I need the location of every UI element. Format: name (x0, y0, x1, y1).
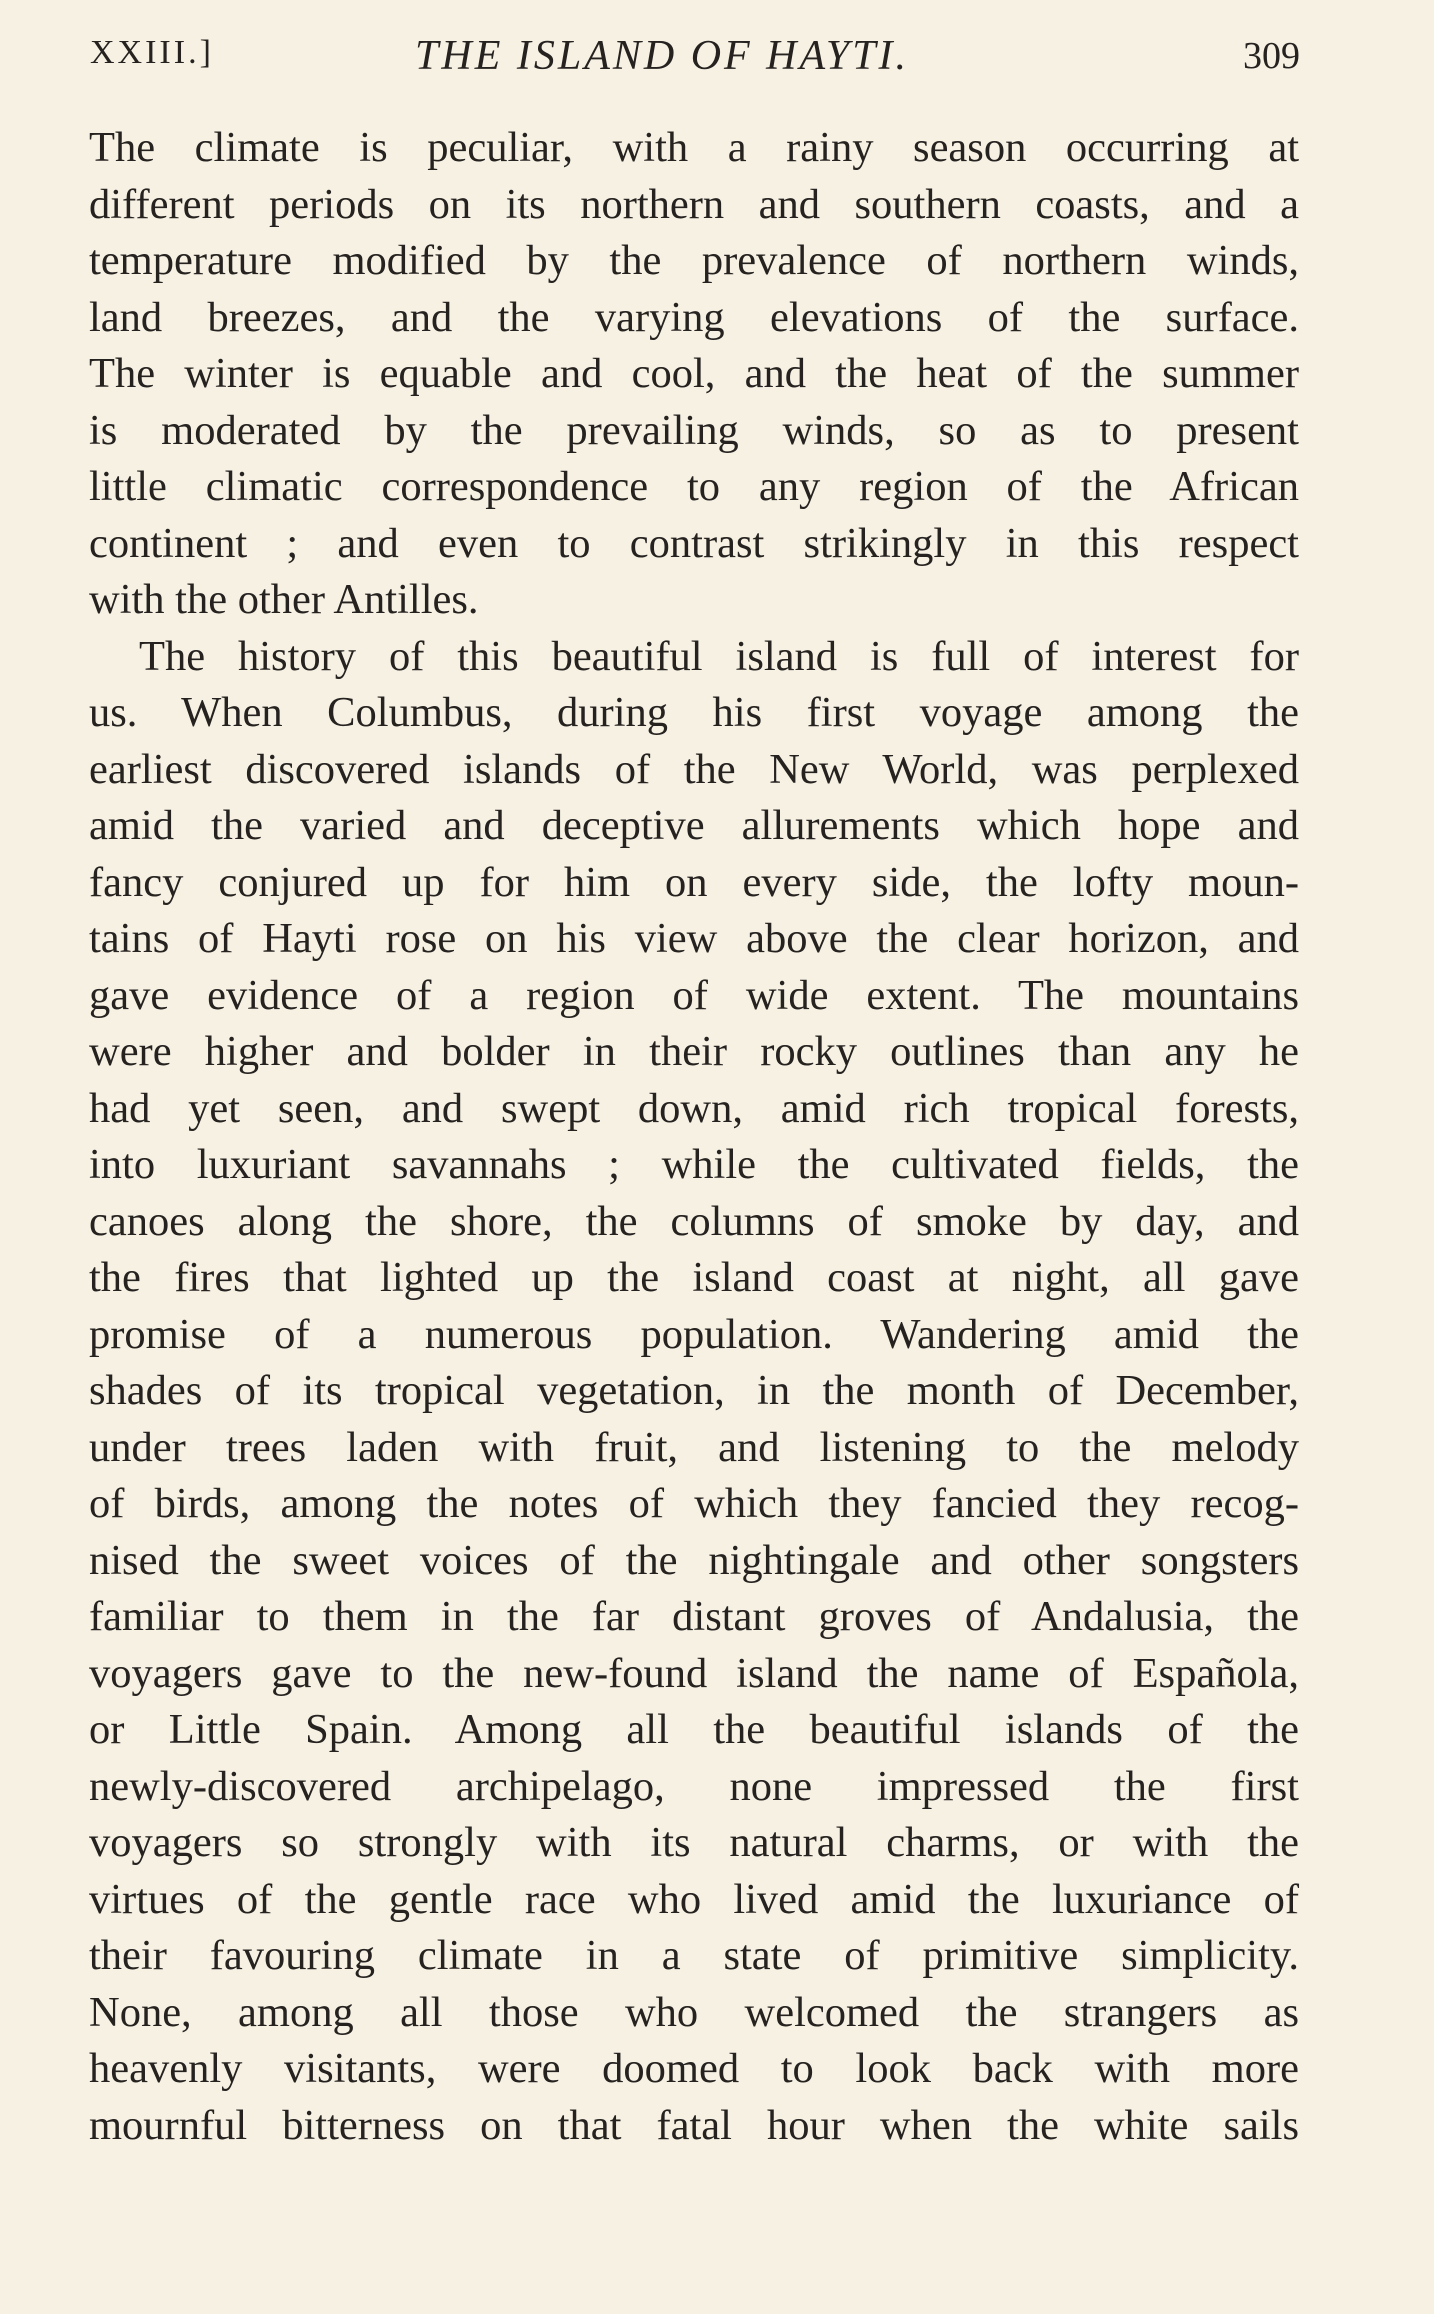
text-line: virtues of the gentle race who lived amid the luxuriance of (89, 1875, 1299, 1923)
text-line: the fires that lighted up the island coast at night, all gave (89, 1254, 1299, 1301)
text-line: The winter is equable and cool, and the heat of the summer (89, 350, 1299, 397)
text-line: different periods on its northern and southern coasts, and a (89, 180, 1299, 228)
text-line: their favouring climate in a state of primitive simplicity. (89, 1932, 1299, 1979)
text-line: heavenly visitants, were doomed to look back with more (89, 2045, 1299, 2092)
text-line: The climate is peculiar, with a rainy season occurring at (89, 124, 1299, 171)
body-text (89, 120, 1299, 2154)
running-head (90, 28, 1300, 88)
chapter-number: XXIII.] (90, 34, 214, 71)
text-line: earliest discovered islands of the New World, was perplexed (89, 745, 1299, 793)
text-line: under trees laden with fruit, and listening to the melody (89, 1423, 1299, 1471)
text-line: temperature modified by the prevalence of northern winds, (89, 237, 1299, 284)
text-line: land breezes, and the varying elevations of the surface. (89, 293, 1299, 341)
text-line: nised the sweet voices of the nightingale and other songsters (89, 1536, 1299, 1584)
text-line: voyagers gave to the new-found island the name of Española, (89, 1649, 1299, 1697)
text-line: tains of Hayti rose on his view above the clear horizon, and (89, 915, 1299, 962)
text-line: mournful bitterness on that fatal hour when the white sails (89, 2101, 1299, 2149)
text-line: little climatic correspondence to any region of the African (89, 463, 1299, 510)
page-number: 309 (1243, 35, 1300, 77)
text-line: or Little Spain. Among all the beautiful islands of the (89, 1706, 1299, 1753)
text-line: gave evidence of a region of wide extent. The mountains (89, 971, 1299, 1019)
text-line: with the other Antilles. (89, 576, 479, 623)
text-line: fancy conjured up for him on every side, the lofty moun- (89, 858, 1299, 906)
text-line: shades of its tropical vegetation, in the month of December, (89, 1367, 1299, 1414)
text-line: canoes along the shore, the columns of smoke by day, and (89, 1197, 1299, 1245)
text-line: were higher and bolder in their rocky outlines than any he (89, 1028, 1299, 1075)
text-line: of birds, among the notes of which they fancied they recog- (89, 1480, 1299, 1527)
text-line: continent ; and even to contrast strikingly in this respect (89, 519, 1299, 567)
text-line: None, among all those who welcomed the strangers as (89, 1988, 1299, 2036)
text-line: is moderated by the prevailing winds, so as to present (89, 406, 1299, 454)
text-line: us. When Columbus, during his first voyage among the (89, 689, 1299, 736)
text-line: newly-discovered archipelago, none impressed the first (89, 1762, 1299, 1810)
text-line: The history of this beautiful island is full of interest for (139, 632, 1299, 680)
text-line: voyagers so strongly with its natural charms, or with the (89, 1819, 1299, 1866)
text-line: into luxuriant savannahs ; while the cultivated fields, the (89, 1141, 1299, 1188)
running-title: THE ISLAND OF HAYTI. (415, 33, 910, 79)
text-line: familiar to them in the far distant groves of Andalusia, the (89, 1593, 1299, 1640)
text-line: promise of a numerous population. Wandering amid the (89, 1310, 1299, 1358)
text-line: had yet seen, and swept down, amid rich tropical forests, (89, 1084, 1299, 1132)
text-line: amid the varied and deceptive allurements which hope and (89, 802, 1299, 849)
